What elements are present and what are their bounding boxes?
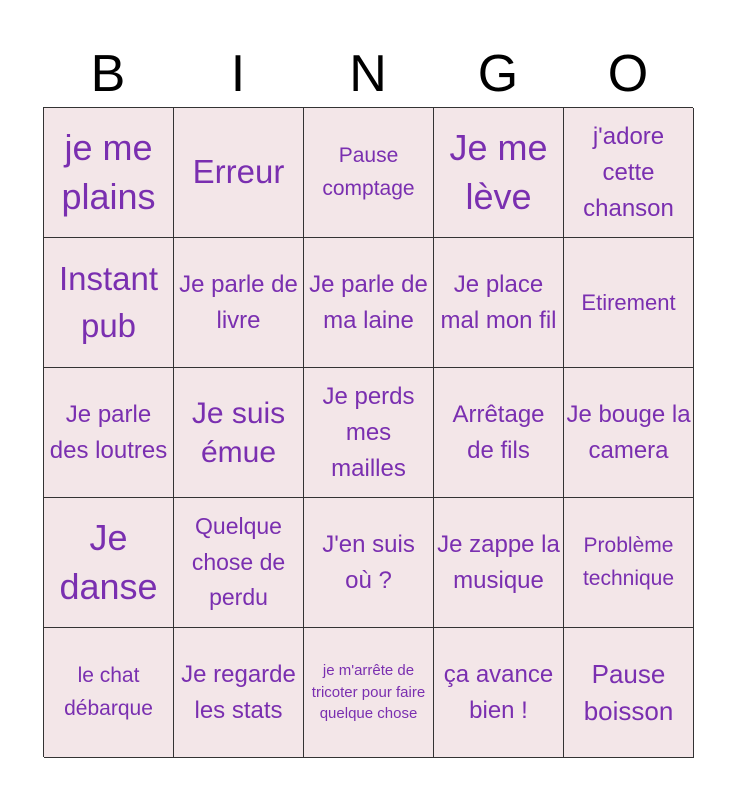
cell-text: Je perds mes mailles bbox=[322, 382, 415, 482]
bingo-cell[interactable] bbox=[304, 108, 434, 238]
cell-text: Je danse bbox=[59, 516, 158, 607]
header-letter-b: B bbox=[90, 45, 126, 103]
cell-text: Je regarde les stats bbox=[181, 660, 296, 724]
bingo-cell[interactable] bbox=[304, 498, 434, 628]
cell-text: le chat débarque bbox=[64, 663, 153, 720]
bingo-cell[interactable] bbox=[564, 628, 694, 758]
cell-text: Je me lève bbox=[449, 126, 548, 217]
cell-text: Je bouge la camera bbox=[566, 400, 691, 464]
cell-text: Erreur bbox=[192, 153, 285, 191]
cell-text: ça avance bien ! bbox=[443, 660, 554, 724]
cell-text: Je suis émue bbox=[191, 396, 286, 469]
header-letter-g: G bbox=[477, 45, 519, 103]
bingo-cell[interactable] bbox=[174, 628, 304, 758]
bingo-cell[interactable] bbox=[434, 238, 564, 368]
bingo-cell[interactable] bbox=[174, 368, 304, 498]
bingo-cell[interactable] bbox=[174, 498, 304, 628]
cell-text: Je zappe la musique bbox=[437, 530, 560, 594]
cell-text: Pause comptage bbox=[322, 143, 415, 200]
bingo-cell[interactable] bbox=[44, 238, 174, 368]
bingo-cell[interactable] bbox=[434, 628, 564, 758]
cell-text: J'en suis où ? bbox=[322, 530, 415, 594]
cell-text: Arrêtage de fils bbox=[452, 400, 545, 464]
bingo-cell[interactable] bbox=[434, 498, 564, 628]
bingo-cell[interactable] bbox=[304, 368, 434, 498]
bingo-cell[interactable] bbox=[44, 108, 174, 238]
bingo-cell[interactable] bbox=[564, 108, 694, 238]
header-letter-i: I bbox=[230, 45, 246, 103]
cell-text: Quelque chose de perdu bbox=[191, 513, 286, 611]
cell-text: Je parle de livre bbox=[179, 270, 298, 334]
cell-text: Je parle de ma laine bbox=[309, 270, 428, 334]
cell-text: je m'arrête de tricoter pour faire quelque chose bbox=[311, 661, 426, 723]
bingo-header bbox=[43, 40, 693, 108]
bingo-cell[interactable] bbox=[564, 498, 694, 628]
bingo-cell[interactable] bbox=[434, 108, 564, 238]
bingo-cell[interactable] bbox=[44, 628, 174, 758]
cell-text: je me plains bbox=[61, 126, 156, 217]
bingo-cell[interactable] bbox=[44, 368, 174, 498]
bingo-cell[interactable] bbox=[564, 368, 694, 498]
cell-text: j'adore cette chanson bbox=[583, 122, 674, 222]
cell-text: Etirement bbox=[581, 289, 676, 315]
bingo-cell[interactable] bbox=[174, 108, 304, 238]
cell-text: Instant pub bbox=[58, 260, 159, 344]
cell-text: Je place mal mon fil bbox=[440, 270, 557, 334]
bingo-cell[interactable] bbox=[304, 238, 434, 368]
bingo-cell[interactable] bbox=[44, 498, 174, 628]
bingo-cell[interactable] bbox=[304, 628, 434, 758]
header-letter-n: N bbox=[349, 45, 387, 103]
bingo-cell[interactable] bbox=[434, 368, 564, 498]
bingo-cell[interactable] bbox=[564, 238, 694, 368]
header-letter-o: O bbox=[607, 45, 649, 103]
bingo-card bbox=[43, 107, 693, 757]
bingo-cell[interactable] bbox=[174, 238, 304, 368]
cell-text: Problème technique bbox=[582, 533, 675, 590]
cell-text: Je parle des loutres bbox=[49, 400, 168, 464]
cell-text: Pause boisson bbox=[583, 659, 674, 726]
